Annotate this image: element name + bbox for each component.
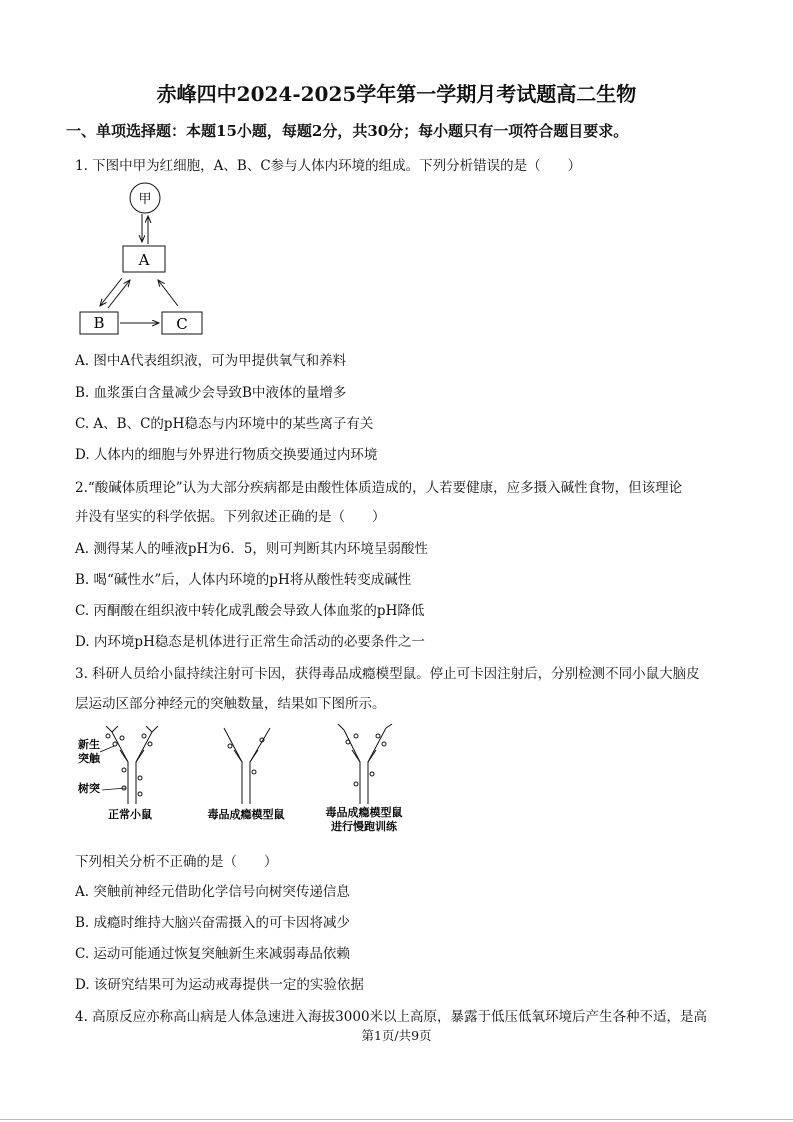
section-heading: 一、单项选择题：本题15小题，每题2分，共30分；每小题只有一项符合题目要求。 <box>66 122 629 140</box>
label-new-synapse-1: 新生 <box>78 738 100 751</box>
question-4-stem-line1: 4. 高原反应亦称高山病是人体急速进入海拔3000米以上高原，暴露于低压低氧环境后产生各种不适，是高 <box>75 1009 708 1025</box>
q2-option-a: A. 测得某人的唾液pH为6．5，则可判断其内环境呈弱酸性 <box>75 541 428 557</box>
bottom-divider <box>0 1119 793 1120</box>
page-footer: 第1页/共9页 <box>361 1028 432 1043</box>
arrow-b-to-a <box>108 280 130 308</box>
q1-option-d: D. 人体内的细胞与外界进行物质交换要通过内环境 <box>75 447 378 463</box>
caption-normal-mouse: 正常小鼠 <box>108 808 152 821</box>
caption-trained-mouse-1: 毒品成瘾模型鼠 <box>325 806 403 819</box>
q3-option-d: D. 该研究结果可为运动戒毒提供一定的实验依据 <box>75 977 364 993</box>
neuron-trained <box>338 724 392 804</box>
question-3-stem-line2: 层运动区部分神经元的突触数量，结果如下图所示。 <box>75 696 386 712</box>
question-2-stem-line1: 2.“酸碱体质理论”认为大部分疾病都是由酸性体质造成的，人若要健康，应多摄入碱性食物，但该理论 <box>75 480 683 496</box>
arrow-a-to-b <box>100 278 122 306</box>
q3-option-b: B. 成瘾时维持大脑兴奋需摄入的可卡因将减少 <box>75 915 351 931</box>
question-3-stem-line1: 3. 科研人员给小鼠持续注射可卡因，获得毒品成瘾模型鼠。停止可卡因注射后，分别检测不同小鼠大脑皮 <box>75 666 700 682</box>
node-a-label: A <box>138 251 150 269</box>
node-jia-label: 甲 <box>138 192 152 207</box>
question-3-prompt: 下列相关分析不正确的是（ ） <box>75 854 278 870</box>
q3-option-c: C. 运动可能通过恢复突触新生来减弱毒品依赖 <box>75 946 350 962</box>
node-b-label: B <box>93 314 105 332</box>
question-2-stem-line2: 并没有坚实的科学依据。下列叙述正确的是（ ） <box>75 509 386 525</box>
label-new-synapse-2: 突触 <box>78 752 100 765</box>
q1-option-c: C. A、B、C的pH稳态与内环境中的某些离子有关 <box>75 416 374 432</box>
q1-option-a: A. 图中A代表组织液，可为甲提供氧气和养料 <box>75 353 347 369</box>
q2-option-b: B. 喝“碱性水”后，人体内环境的pH将从酸性转变成碱性 <box>75 572 412 588</box>
q3-option-a: A. 突触前神经元借助化学信号向树突传递信息 <box>75 884 350 900</box>
question-1-stem: 1. 下图中甲为红细胞，A、B、C参与人体内环境的组成。下列分析错误的是（ ） <box>75 158 582 174</box>
node-c-label: C <box>176 315 188 333</box>
q1-diagram <box>70 178 210 338</box>
page-title: 赤峰四中2024-2025学年第一学期月考试题高二生物 <box>156 82 637 106</box>
pointer-new-synapse <box>100 746 114 752</box>
q2-option-c: C. 丙酮酸在组织液中转化成乳酸会导致人体血浆的pH降低 <box>75 603 425 619</box>
label-dendrite: 树突 <box>78 782 100 795</box>
q3-figure <box>74 722 434 837</box>
arrow-c-to-a <box>158 280 178 306</box>
q2-option-d: D. 内环境pH稳态是机体进行正常生命活动的必要条件之一 <box>75 634 425 650</box>
neuron-normal <box>106 726 158 804</box>
caption-trained-mouse-2: 进行慢跑训练 <box>331 820 397 833</box>
neuron-model <box>224 728 270 804</box>
caption-model-mouse: 毒品成瘾模型鼠 <box>207 808 285 821</box>
q1-option-b: B. 血浆蛋白含量减少会导致B中液体的量增多 <box>75 385 347 401</box>
